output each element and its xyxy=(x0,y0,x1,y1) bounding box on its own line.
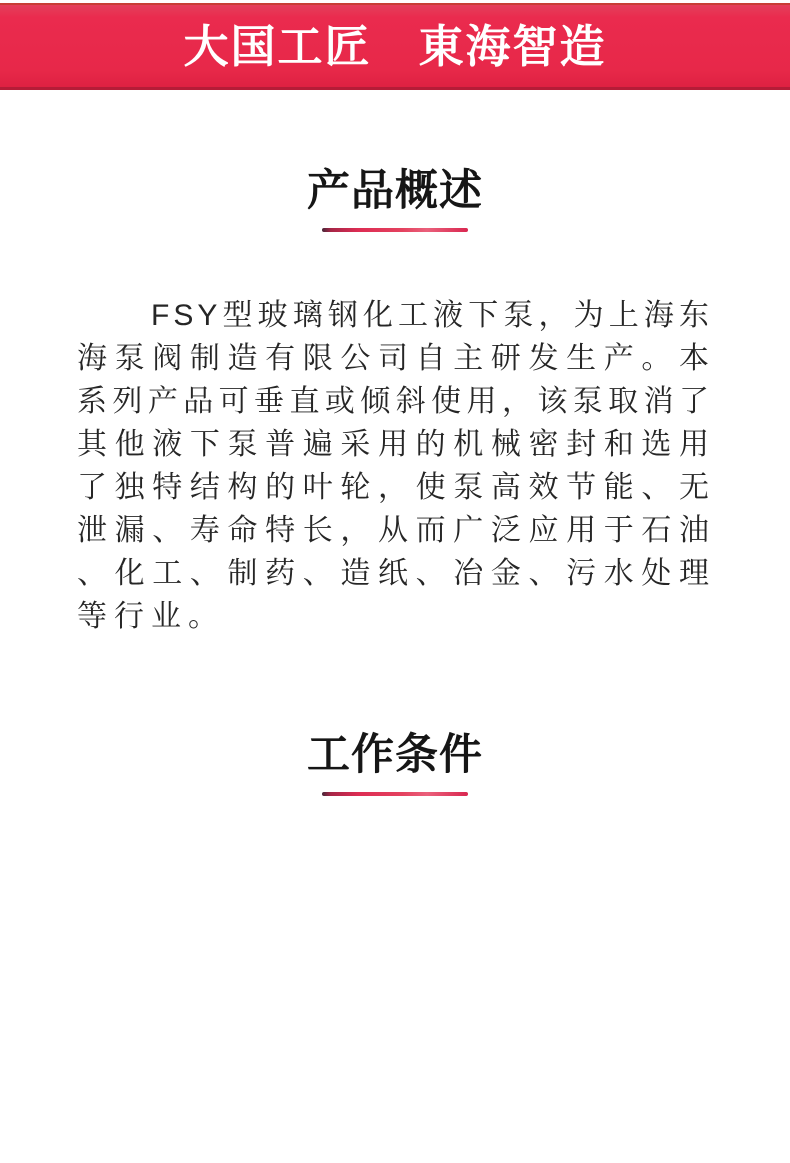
paragraph-line: 其他液下泵普遍采用的机械密封和选用 xyxy=(77,428,713,461)
section-overview xyxy=(0,166,790,638)
section-conditions xyxy=(0,730,790,796)
paragraph-line: 系列产品可垂直或倾斜使用，该泵取消了 xyxy=(77,385,713,418)
paragraph-line: 等行业。 xyxy=(77,600,225,633)
banner-title: 大国工匠 東海智造 xyxy=(183,20,607,72)
paragraph-line: 海泵阀制造有限公司自主研发生产。本 xyxy=(77,342,713,375)
paragraph-line: 了独特结构的叶轮，使泵高效节能、无 xyxy=(77,471,713,504)
section-title-conditions: 工作条件 xyxy=(307,731,483,779)
paragraph-line: 、化工、制药、造纸、冶金、污水处理 xyxy=(77,557,713,590)
title-underline xyxy=(322,228,468,232)
paragraph-line: 泄漏、寿命特长，从而广泛应用于石油 xyxy=(77,514,713,547)
paragraph-line: FSY型玻璃钢化工液下泵，为上海东 xyxy=(151,299,713,332)
section-title-overview: 产品概述 xyxy=(307,167,483,215)
header-banner xyxy=(0,3,790,90)
title-underline xyxy=(322,792,468,796)
overview-paragraph xyxy=(77,294,713,638)
